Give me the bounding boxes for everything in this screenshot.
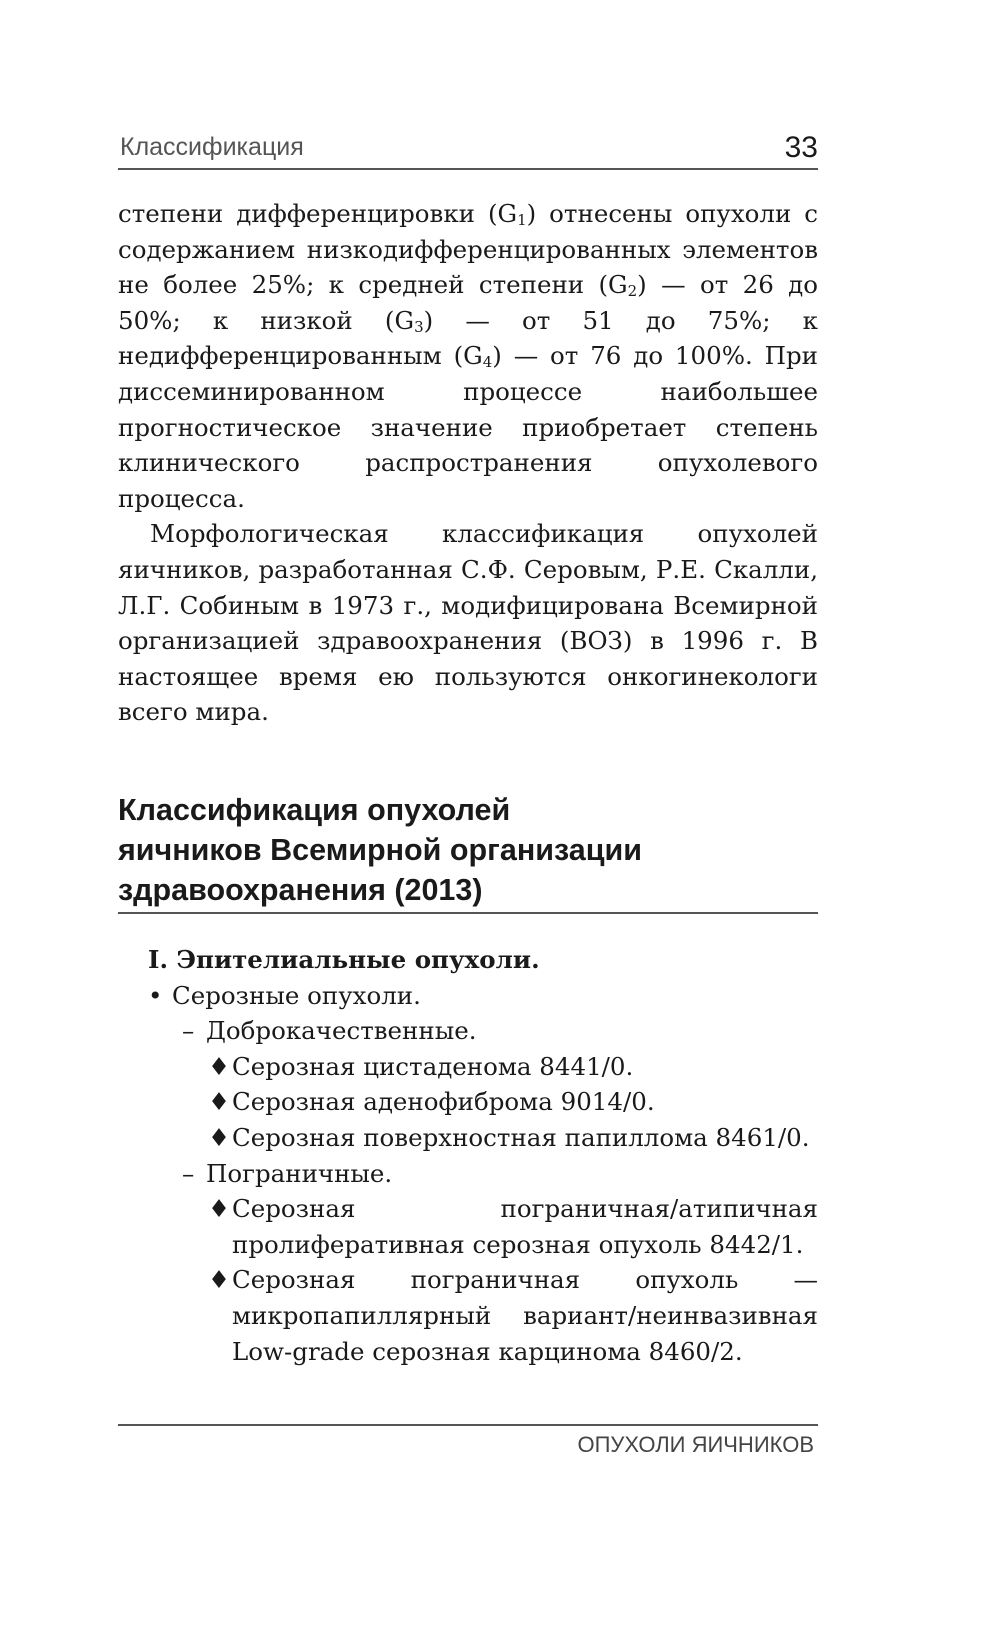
text-run: ) — от 26 до 50%; к низкой (G <box>118 270 818 335</box>
book-title: ОПУХОЛИ ЯИЧНИКОВ <box>577 1432 814 1457</box>
section-heading-line: здравоохранения (2013) <box>118 873 483 907</box>
section-heading <box>118 790 818 914</box>
item-label: Серозная цистаденома 8441/0. <box>232 1051 634 1081</box>
diamond-icon: ♦ <box>208 1194 230 1224</box>
item-label: Серозная поверхностная папиллома 8461/0. <box>232 1122 810 1152</box>
item-label: Серозные опухоли. <box>172 980 421 1010</box>
item-label: Доброкачественные. <box>206 1016 477 1046</box>
diamond-icon: ♦ <box>208 1265 230 1295</box>
item-label: Серозная аденофиброма 9014/0. <box>232 1087 655 1117</box>
diamond-icon: ♦ <box>208 1051 230 1081</box>
body-text <box>118 196 818 730</box>
text-run: ) — от 51 до 75%; к недифференцированным (G <box>118 305 818 371</box>
dash-icon: – <box>182 1158 195 1188</box>
section-heading-line: яичников Всемирной организации <box>118 833 642 867</box>
list-item <box>118 1120 818 1156</box>
subscript: 2 <box>627 282 638 301</box>
item-label: Серозная пограничная опухоль — микропапиллярный вариант/неинвазивная Low-grade серозная карцинома 8460/2. <box>232 1265 818 1366</box>
text-run: ) — от 76 до 100%. При диссеминированном процессе наибольшее прогностическое значение приобретает степень клинического распространения опухолевого процесса. <box>118 341 818 513</box>
text-run: ) отнесены опухоли с содержанием низкодифференцированных элементов не более 25%; к средней степени (G <box>118 199 819 300</box>
classification-list <box>118 942 818 1369</box>
subscript: 4 <box>482 353 493 372</box>
list-item-borderline <box>118 1156 818 1192</box>
item-label: Серозная пограничная/атипичная пролиферативная серозная опухоль 8442/1. <box>232 1194 818 1259</box>
list-item-serous <box>118 978 818 1014</box>
running-title: Классификация <box>120 133 304 161</box>
item-label: Пограничные. <box>206 1158 393 1188</box>
text-run: степени дифференцировки (G <box>118 199 518 228</box>
dash-icon: – <box>182 1016 195 1046</box>
group-heading: I. Эпителиальные опухоли. <box>148 945 540 974</box>
subscript: 1 <box>517 211 527 229</box>
page-number: 33 <box>784 131 818 164</box>
list-item <box>118 1191 818 1262</box>
page-footer <box>118 1424 818 1457</box>
bullet-icon: • <box>148 980 163 1010</box>
list-item <box>118 1084 818 1120</box>
paragraph-morphological: Морфологическая классификация опухолей яичников, разработанная С.Ф. Серовым, Р.Е. Скалли, Л.Г. Собиным в 1973 г., модифицирована Всемирной организацией здравоохранения (ВОЗ) в 1996 г. В настоящее время ею пользуются онкогинекологи всего мира. <box>118 519 818 727</box>
diamond-icon: ♦ <box>208 1122 230 1152</box>
list-item <box>118 1049 818 1085</box>
paragraph-differentiation <box>118 196 818 516</box>
page-header <box>118 128 818 170</box>
list-item <box>118 1262 818 1369</box>
section-heading-line: Классификация опухолей <box>118 793 511 827</box>
list-item-benign <box>118 1013 818 1049</box>
subscript: 3 <box>414 317 424 336</box>
diamond-icon: ♦ <box>208 1087 230 1117</box>
